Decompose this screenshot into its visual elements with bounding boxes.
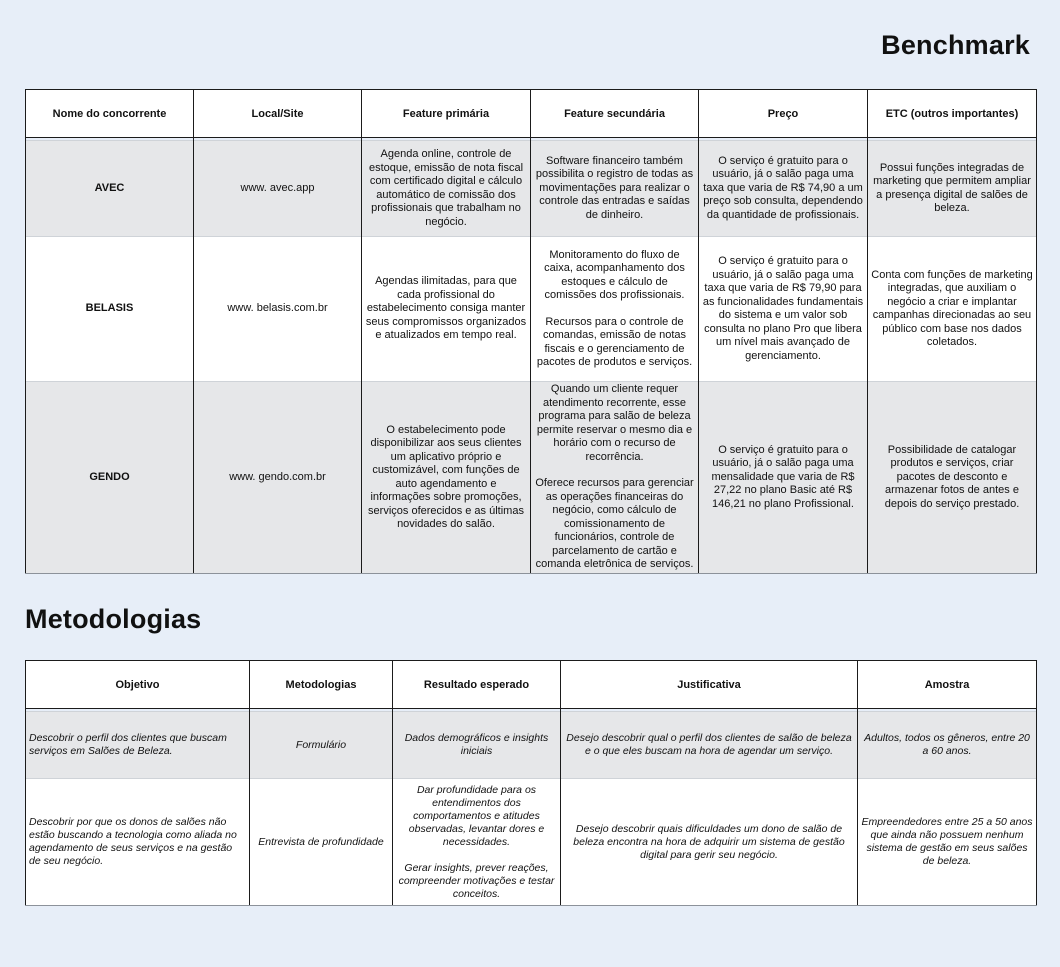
- justificativa: Desejo descobrir quais dificuldades um dono de salão de beleza encontra na hora de adquirir um sistema de gestão digital para gerir seu negócio.: [561, 779, 858, 906]
- metodologias-table: [25, 660, 1037, 906]
- feature-primary: Agenda online, controle de estoque, emissão de nota fiscal com certificado digital e cálculo automático de comissão dos profissionais que trabalham no negócio.: [362, 141, 531, 237]
- benchmark-table: [25, 89, 1037, 574]
- amostra: Adultos, todos os gêneros, entre 20 a 60 anos.: [858, 712, 1037, 779]
- metodologia: Formulário: [250, 712, 393, 779]
- benchmark-title: Benchmark: [881, 30, 1030, 60]
- price: O serviço é gratuito para o usuário, já o salão paga uma taxa que varia de R$ 74,90 a um preço sob consulta, dependendo da quantidade de profissionais.: [699, 141, 868, 237]
- metodologias-title: Metodologias: [25, 604, 202, 634]
- header-feature-primaria: Feature primária: [362, 90, 531, 138]
- table-row: [26, 779, 1037, 906]
- resultado-paragraph: Dados demográficos e insights iniciais: [404, 732, 549, 757]
- header-local: Local/Site: [194, 90, 362, 138]
- metodologias-header-row: [26, 661, 1037, 709]
- header-nome: Nome do concorrente: [26, 90, 194, 138]
- header-justificativa: Justificativa: [561, 661, 858, 709]
- resultado: [393, 712, 561, 779]
- header-metodologias: Metodologias: [250, 661, 393, 709]
- table-row: [26, 141, 1037, 237]
- header-resultado: Resultado esperado: [393, 661, 561, 709]
- benchmark-header-row: [26, 90, 1037, 138]
- table-row: [26, 712, 1037, 779]
- objetivo: Descobrir o perfil dos clientes que buscam serviços em Salões de Beleza.: [26, 712, 250, 779]
- header-amostra: Amostra: [858, 661, 1037, 709]
- competitor-site: www. gendo.com.br: [194, 382, 362, 574]
- header-feature-secundaria: Feature secundária: [531, 90, 699, 138]
- resultado: [393, 779, 561, 906]
- justificativa: Desejo descobrir qual o perfil dos clientes de salão de beleza e o que eles buscam na hora de agendar um serviço.: [561, 712, 858, 779]
- etc: Possui funções integradas de marketing que permitem ampliar a presença digital de salões de beleza.: [868, 141, 1037, 237]
- amostra: Empreendedores entre 25 a 50 anos que ainda não possuem nenhum sistema de gestão em seus salões de beleza.: [858, 779, 1037, 906]
- price: O serviço é gratuito para o usuário, já o salão paga uma taxa que varia de R$ 79,90 para as funcionalidades fundamentais do sistema e um valor sob consulta no plano Pro que libera um nível mais avançado de gerenciamento.: [699, 237, 868, 382]
- feature-primary: O estabelecimento pode disponibilizar aos seus clientes um aplicativo próprio e customizável, com funções de auto agendamento e informações sobre promoções, serviços oferecidos e as últimas novidades do salão.: [362, 382, 531, 574]
- feature-secondary: [531, 141, 699, 237]
- secondary-paragraph: Quando um cliente requer atendimento recorrente, esse programa para salão de beleza permite reservar o mesmo dia e horário com o recurso de recorrência.: [536, 383, 693, 463]
- secondary-paragraph: Recursos para o controle de comandas, emissão de notas fiscais e o gerenciamento de pacotes de produtos e serviços.: [536, 315, 693, 368]
- competitor-site: www. belasis.com.br: [194, 237, 362, 382]
- feature-secondary: [531, 237, 699, 382]
- competitor-name: BELASIS: [26, 237, 194, 382]
- etc: Possibilidade de catalogar produtos e serviços, criar pacotes de desconto e armazenar fotos de antes e depois do serviço prestado.: [868, 382, 1037, 574]
- secondary-paragraph: Software financeiro também possibilita o registro de todas as movimentações para realizar o controle das entradas e saídas de dinheiro.: [535, 154, 694, 221]
- secondary-paragraph: Oferece recursos para gerenciar as operações financeiras do negócio, como cálculo de comissionamento de funcionários, controle de parcelamento de cartão e comanda eletrônica de serviços.: [535, 477, 694, 571]
- etc: Conta com funções de marketing integradas, que auxiliam o negócio a criar e implantar campanhas direcionadas ao seu público com base nos dados coletados.: [868, 237, 1037, 382]
- feature-primary: Agendas ilimitadas, para que cada profissional do estabelecimento consiga manter seus compromissos organizados e atualizados em tempo real.: [362, 237, 531, 382]
- table-row: [26, 382, 1037, 574]
- competitor-name: GENDO: [26, 382, 194, 574]
- resultado-paragraph: Dar profundidade para os entendimentos dos comportamentos e atitudes observadas, levantar dores e necessidades.: [408, 783, 545, 848]
- secondary-paragraph: Monitoramento do fluxo de caixa, acompanhamento dos estoques e cálculo de comissões dos profissionais.: [544, 248, 685, 301]
- table-row: [26, 237, 1037, 382]
- header-objetivo: Objetivo: [26, 661, 250, 709]
- objetivo: Descobrir por que os donos de salões não estão buscando a tecnologia como aliada no agendamento de seus serviços e na gestão de seu negócio.: [26, 779, 250, 906]
- resultado-paragraph: Gerar insights, prever reações, compreender motivações e testar conceitos.: [398, 861, 555, 900]
- price: O serviço é gratuito para o usuário, já o salão paga uma mensalidade que varia de R$ 27,22 no plano Basic até R$ 146,21 no plano Profissional.: [699, 382, 868, 574]
- competitor-name: AVEC: [26, 141, 194, 237]
- feature-secondary: [531, 382, 699, 574]
- metodologia: Entrevista de profundidade: [250, 779, 393, 906]
- header-preco: Preço: [699, 90, 868, 138]
- competitor-site: www. avec.app: [194, 141, 362, 237]
- header-etc: ETC (outros importantes): [868, 90, 1037, 138]
